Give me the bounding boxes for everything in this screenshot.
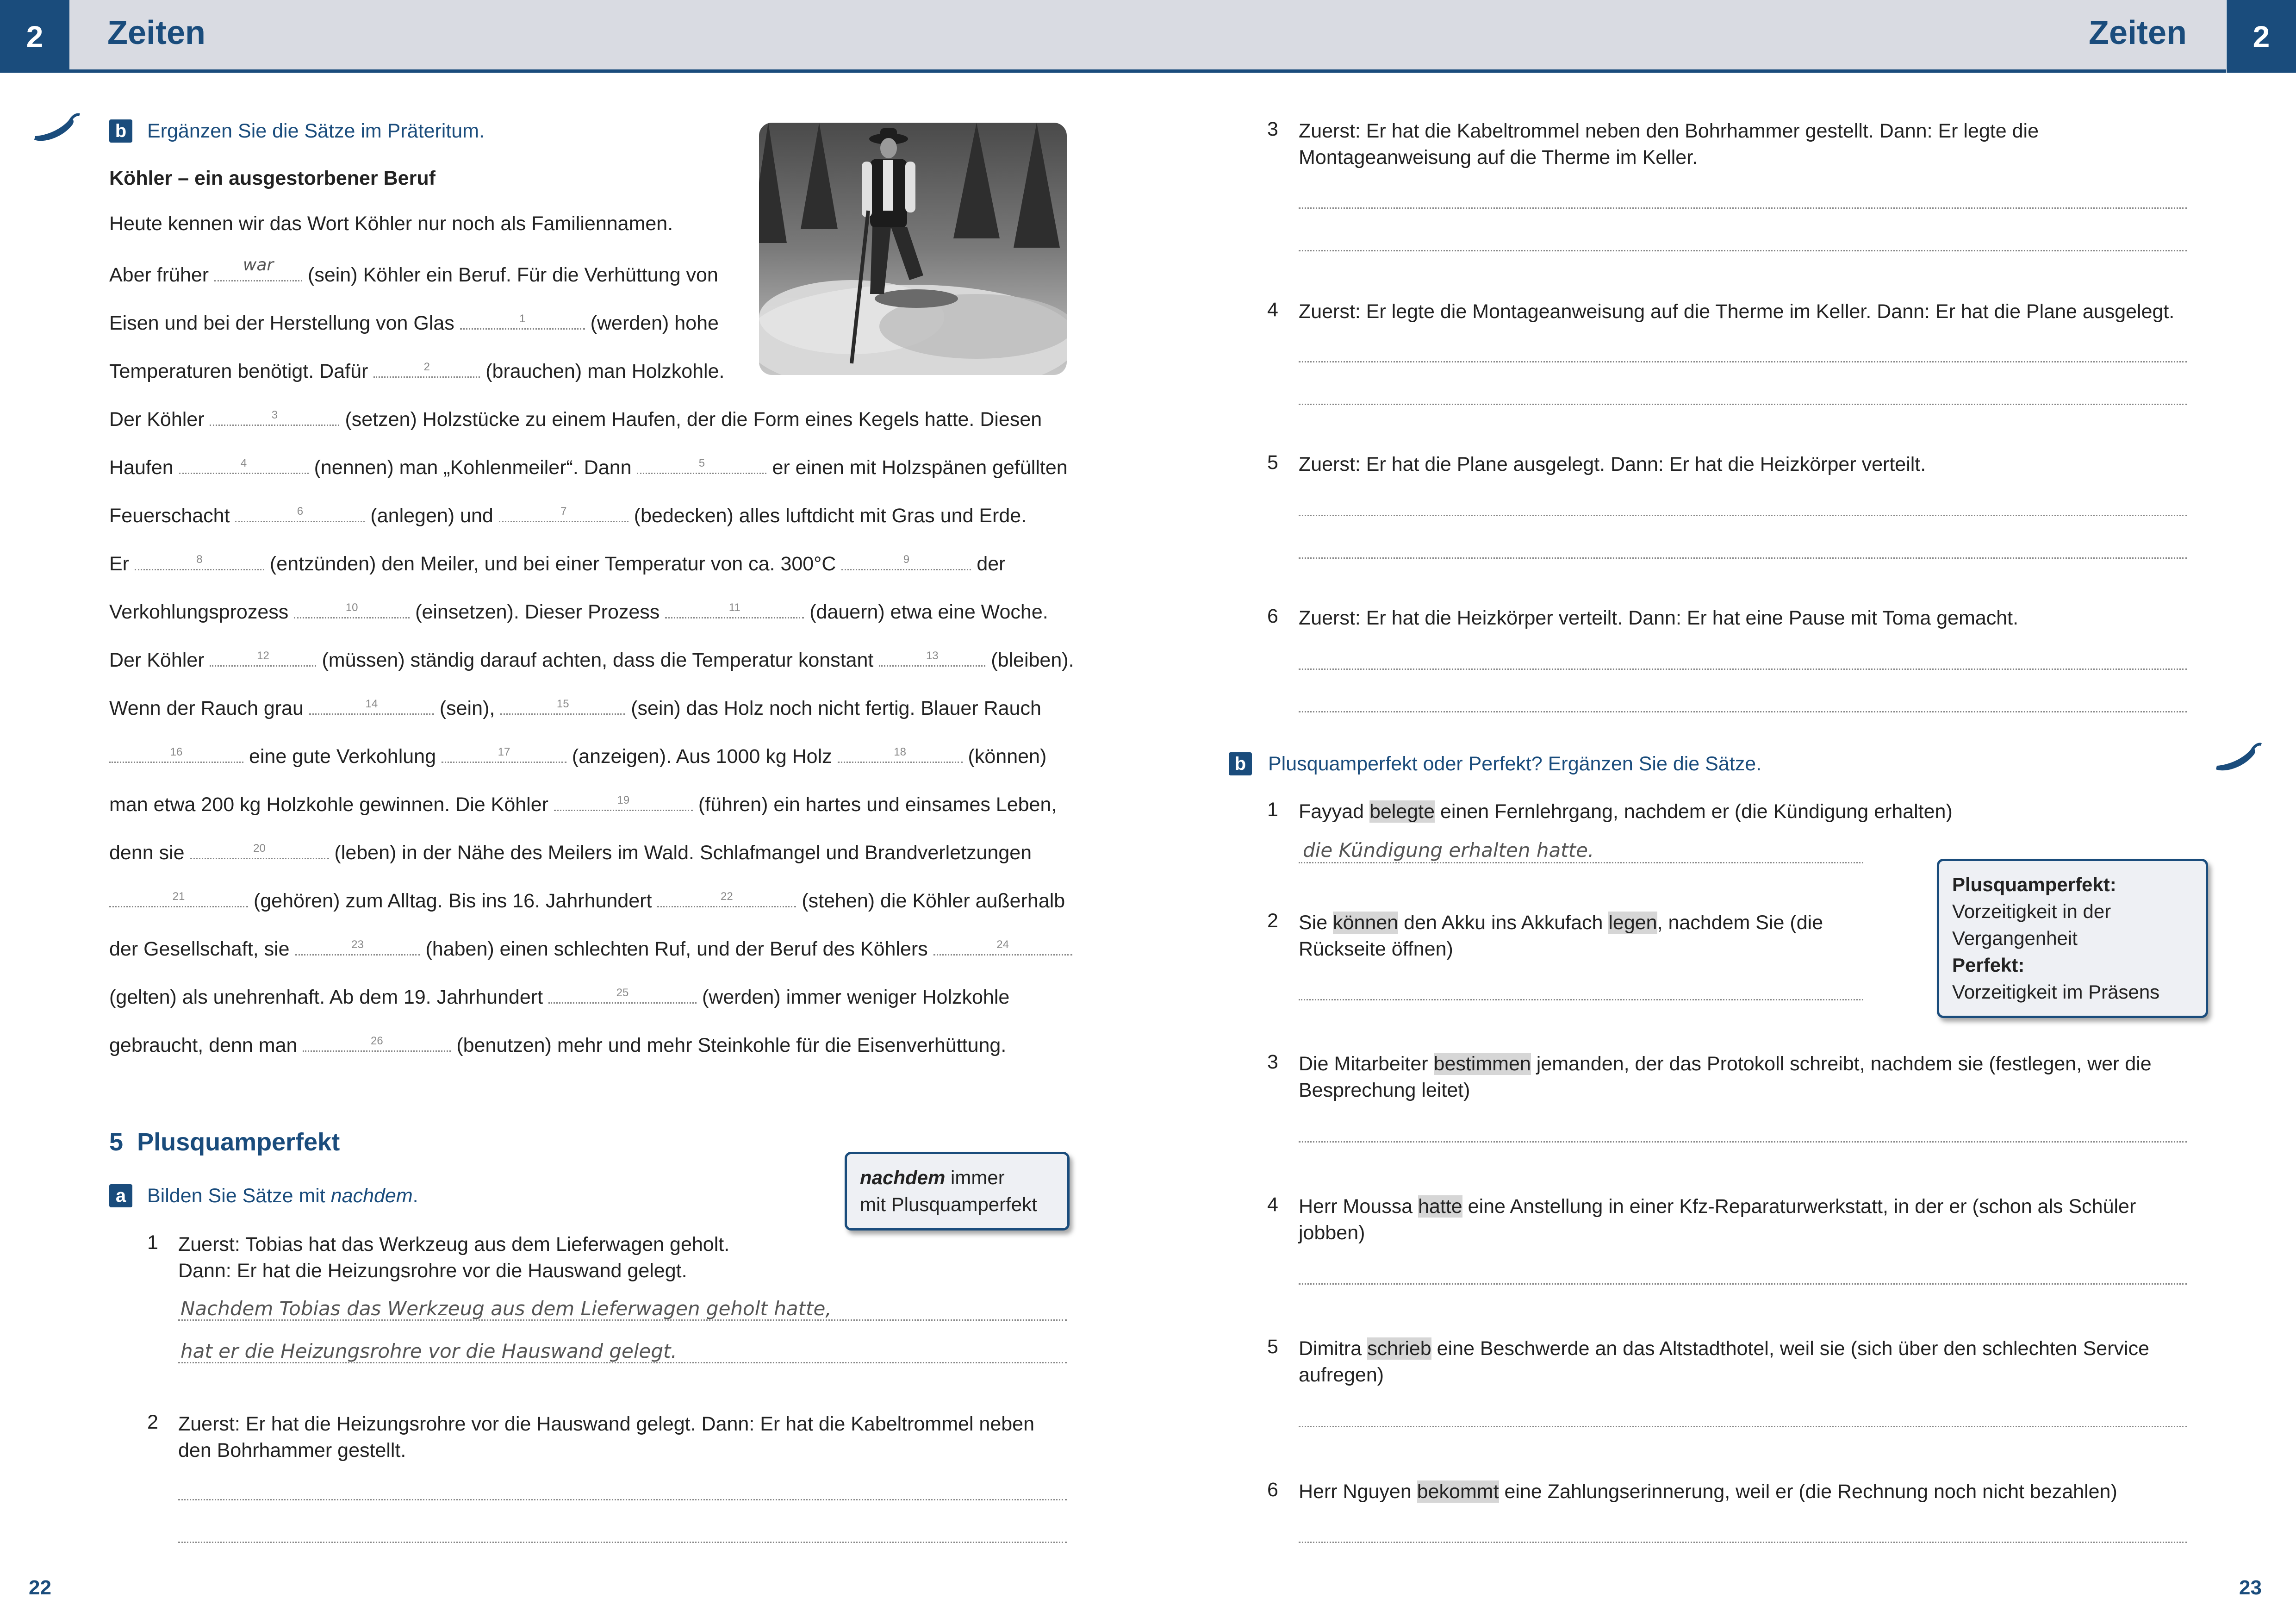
answer-line[interactable] xyxy=(1299,1283,2187,1285)
answer-line[interactable] xyxy=(1299,1542,2187,1543)
answer-gap-18[interactable]: 18 xyxy=(838,740,963,763)
text-line-4: Temperaturen benötigt. Dafür 2 (brauchen) man Holzkohle. xyxy=(109,355,724,385)
chapter-title-right: Zeiten xyxy=(2088,14,2187,51)
item-text: Herr Nguyen bekommt eine Zahlungserinnerung, weil er (die Rechnung noch nicht bezahlen) xyxy=(1299,1480,2117,1503)
answer-line[interactable] xyxy=(1299,668,2187,670)
answer-gap-23[interactable]: 23 xyxy=(295,933,420,956)
answer-line[interactable] xyxy=(178,1499,1067,1500)
answer-gap-6[interactable]: 6 xyxy=(235,500,365,522)
item-text: Die Mitarbeiter bestimmen jemanden, der das Protokoll schreibt, nachdem sie (festlegen, wer die Besprechung leitet) xyxy=(1299,1053,2152,1101)
answer-line[interactable] xyxy=(1299,557,2187,559)
answer-gap-3[interactable]: 3 xyxy=(210,403,339,426)
item-number: 6 xyxy=(1267,605,1278,627)
header-rule-right xyxy=(1148,69,2226,73)
item-number: 2 xyxy=(147,1411,158,1433)
answer-line[interactable] xyxy=(1299,862,1863,863)
example-answer: die Kündigung erhalten hatte. xyxy=(1303,839,1594,862)
tense-note-box: Plusquamperfekt: Vorzeitigkeit in der Vergangenheit Perfekt: Vorzeitigkeit im Präsens xyxy=(1937,859,2208,1018)
example-answer-line-2: hat er die Heizungsrohre vor die Hauswand gelegt. xyxy=(180,1340,677,1362)
text-line-18: gebraucht, denn man 26 (benutzen) mehr und mehr Steinkohle für die Eisenverhüttung. xyxy=(109,1029,1006,1059)
text-line-5: Der Köhler 3 (setzen) Holzstücke zu einem Haufen, der die Form eines Kegels hatte. Diesen xyxy=(109,403,1042,433)
text-title: Köhler – ein ausgestorbener Beruf xyxy=(109,167,436,189)
answer-gap-5[interactable]: 5 xyxy=(637,451,766,474)
item-number: 6 xyxy=(1267,1479,1278,1501)
answer-gap-4[interactable]: 4 xyxy=(179,451,309,474)
chili-pepper-icon xyxy=(31,111,81,148)
text-line-1: Heute kennen wir das Wort Köhler nur noch als Familiennamen. xyxy=(109,212,673,235)
exercise-badge-a: a xyxy=(109,1184,132,1207)
text-line-14: denn sie 20 (leben) in der Nähe des Meilers im Wald. Schlafmangel und Brandverletzungen xyxy=(109,837,1032,866)
answer-gap-11[interactable]: 11 xyxy=(665,596,804,618)
page-number-right: 23 xyxy=(2239,1576,2262,1599)
text-line-13: man etwa 200 kg Holzkohle gewinnen. Die Köhler 19 (führen) ein hartes und einsames Leben, xyxy=(109,788,1057,818)
exercise-a-instruction: Bilden Sie Sätze mit nachdem. xyxy=(147,1185,418,1207)
section-heading: 5 Plusquamperfekt xyxy=(109,1128,340,1156)
exercise-5b-instruction: Plusquamperfekt oder Perfekt? Ergänzen Sie die Sätze. xyxy=(1268,753,1762,775)
item-number: 5 xyxy=(1267,1336,1278,1358)
page-number-left: 22 xyxy=(29,1576,51,1599)
answer-gap-8[interactable]: 8 xyxy=(135,548,264,570)
item-number: 5 xyxy=(1267,451,1278,474)
chapter-title-left: Zeiten xyxy=(107,14,206,51)
answer-gap-12[interactable]: 12 xyxy=(210,644,316,667)
text-line-10: Der Köhler 12 (müssen) ständig darauf achten, dass die Temperatur konstant 13 (bleiben). xyxy=(109,644,1074,674)
answer-gap-7[interactable]: 7 xyxy=(499,500,628,522)
text-line-2: Aber früher war (sein) Köhler ein Beruf. Für die Verhüttung von xyxy=(109,256,718,286)
answer-line[interactable] xyxy=(1299,404,2187,405)
text-line-16: der Gesellschaft, sie 23 (haben) einen schlechten Ruf, und der Beruf des Köhlers 24 xyxy=(109,933,1072,962)
text-line-15: 21 (gehören) zum Alltag. Bis ins 16. Jahrhundert 22 (stehen) die Köhler außerhalb xyxy=(109,885,1065,914)
chapter-number-right: 2 xyxy=(2227,0,2296,73)
answer-gap-22[interactable]: 22 xyxy=(657,885,796,907)
answer-gap-13[interactable]: 13 xyxy=(879,644,985,667)
header-bar-left xyxy=(69,0,1148,70)
exercise-badge-b: b xyxy=(109,119,132,143)
item-text: Zuerst: Er hat die Heizungsrohre vor die Hauswand gelegt. Dann: Er hat die Kabeltrommel neben den Bohrhammer gestellt. xyxy=(178,1413,1035,1462)
answer-gap-26[interactable]: 26 xyxy=(303,1029,451,1052)
answer-gap-21[interactable]: 21 xyxy=(109,885,248,907)
answer-line[interactable] xyxy=(178,1542,1067,1543)
chili-pepper-icon-right xyxy=(2212,741,2263,778)
answer-gap-17[interactable]: 17 xyxy=(442,740,566,763)
item-number: 1 xyxy=(1267,799,1278,821)
item-text: Zuerst: Er hat die Heizkörper verteilt. Dann: Er hat eine Pause mit Toma gemacht. xyxy=(1299,607,2019,629)
item-text: Zuerst: Er hat die Kabeltrommel neben den Bohrhammer gestellt. Dann: Er legte die Montageanweisung auf die Therme im Keller. xyxy=(1299,120,2039,169)
answer-gap-15[interactable]: 15 xyxy=(500,692,625,715)
item-text: Sie können den Akku ins Akkufach legen, nachdem Sie (die Rückseite öffnen) xyxy=(1299,912,1823,960)
text-line-12: 16 eine gute Verkohlung 17 (anzeigen). Aus 1000 kg Holz 18 (können) xyxy=(109,740,1046,770)
answer-line[interactable] xyxy=(1299,250,2187,251)
example-answer-line-1: Nachdem Tobias das Werkzeug aus dem Lieferwagen geholt hatte, xyxy=(180,1297,832,1320)
text-line-17: (gelten) als unehrenhaft. Ab dem 19. Jahrhundert 25 (werden) immer weniger Holzkohle xyxy=(109,981,1009,1011)
answer-line[interactable] xyxy=(1299,207,2187,209)
exercise-badge-b-right: b xyxy=(1229,752,1252,775)
answer-line[interactable] xyxy=(1299,999,1863,1000)
text-line-7: Feuerschacht 6 (anlegen) und 7 (bedecken) alles luftdicht mit Gras und Erde. xyxy=(109,500,1027,529)
answer-line[interactable] xyxy=(1299,1426,2187,1427)
answer-gap-16[interactable]: 16 xyxy=(109,740,243,763)
text-line-6: Haufen 4 (nennen) man „Kohlenmeiler“. Dann 5 er einen mit Holzspänen gefüllten xyxy=(109,451,1068,481)
item-text: Herr Moussa hatte eine Anstellung in einer Kfz-Reparaturwerkstatt, in der er (schon als Schüler jobben) xyxy=(1299,1195,2136,1244)
item-text: Zuerst: Tobias hat das Werkzeug aus dem Lieferwagen geholt. Dann: Er hat die Heizungsrohre vor die Hauswand gelegt. xyxy=(178,1233,730,1282)
answer-gap-10[interactable]: 10 xyxy=(294,596,410,618)
answer-gap-14[interactable]: 14 xyxy=(309,692,434,715)
answer-line[interactable] xyxy=(1299,1141,2187,1143)
item-number: 2 xyxy=(1267,910,1278,932)
item-text: Dimitra schrieb eine Beschwerde an das Altstadthotel, weil sie (sich über den schlechten Service aufregen) xyxy=(1299,1337,2149,1386)
item-number: 3 xyxy=(1267,118,1278,140)
text-line-8: Er 8 (entzünden) den Meiler, und bei einer Temperatur von ca. 300°C 9 der xyxy=(109,548,1006,577)
answer-gap-2[interactable]: 2 xyxy=(373,355,480,378)
text-line-9: Verkohlungsprozess 10 (einsetzen). Dieser Prozess 11 (dauern) etwa eine Woche. xyxy=(109,596,1048,625)
exercise-instruction: Ergänzen Sie die Sätze im Präteritum. xyxy=(147,120,485,142)
answer-gap-19[interactable]: 19 xyxy=(554,788,693,811)
answer-line[interactable] xyxy=(1299,515,2187,516)
answer-gap-24[interactable]: 24 xyxy=(933,933,1072,956)
charcoal-burner-photo xyxy=(759,123,1067,375)
text-line-11: Wenn der Rauch grau 14 (sein), 15 (sein) das Holz noch nicht fertig. Blauer Rauch xyxy=(109,692,1041,722)
answer-gap-20[interactable]: 20 xyxy=(190,837,329,859)
nachdem-note-box: nachdem immer mit Plusquamperfekt xyxy=(845,1152,1070,1230)
item-text: Zuerst: Er hat die Plane ausgelegt. Dann: Er hat die Heizkörper verteilt. xyxy=(1299,453,1926,475)
item-number: 1 xyxy=(147,1231,158,1254)
item-number: 4 xyxy=(1267,1193,1278,1216)
chapter-number-left: 2 xyxy=(0,0,69,73)
answer-gap-9[interactable]: 9 xyxy=(841,548,971,570)
text-line-3: Eisen und bei der Herstellung von Glas 1 (werden) hohe xyxy=(109,307,719,337)
answer-line[interactable] xyxy=(178,1362,1067,1363)
header-bar-right xyxy=(1148,0,2226,70)
answer-line[interactable] xyxy=(178,1319,1067,1321)
header-rule-left xyxy=(69,69,1148,73)
answer-gap-1[interactable]: 1 xyxy=(460,307,585,330)
item-number: 4 xyxy=(1267,299,1278,321)
answer-gap-example[interactable]: war xyxy=(214,259,302,281)
answer-line[interactable] xyxy=(1299,361,2187,362)
item-text: Fayyad belegte einen Fernlehrgang, nachdem er (die Kündigung erhalten) xyxy=(1299,800,1953,823)
item-number: 3 xyxy=(1267,1051,1278,1073)
answer-gap-25[interactable]: 25 xyxy=(548,981,697,1004)
item-text: Zuerst: Er legte die Montageanweisung auf die Therme im Keller. Dann: Er hat die Plane ausgelegt. xyxy=(1299,300,2175,323)
answer-line[interactable] xyxy=(1299,711,2187,712)
